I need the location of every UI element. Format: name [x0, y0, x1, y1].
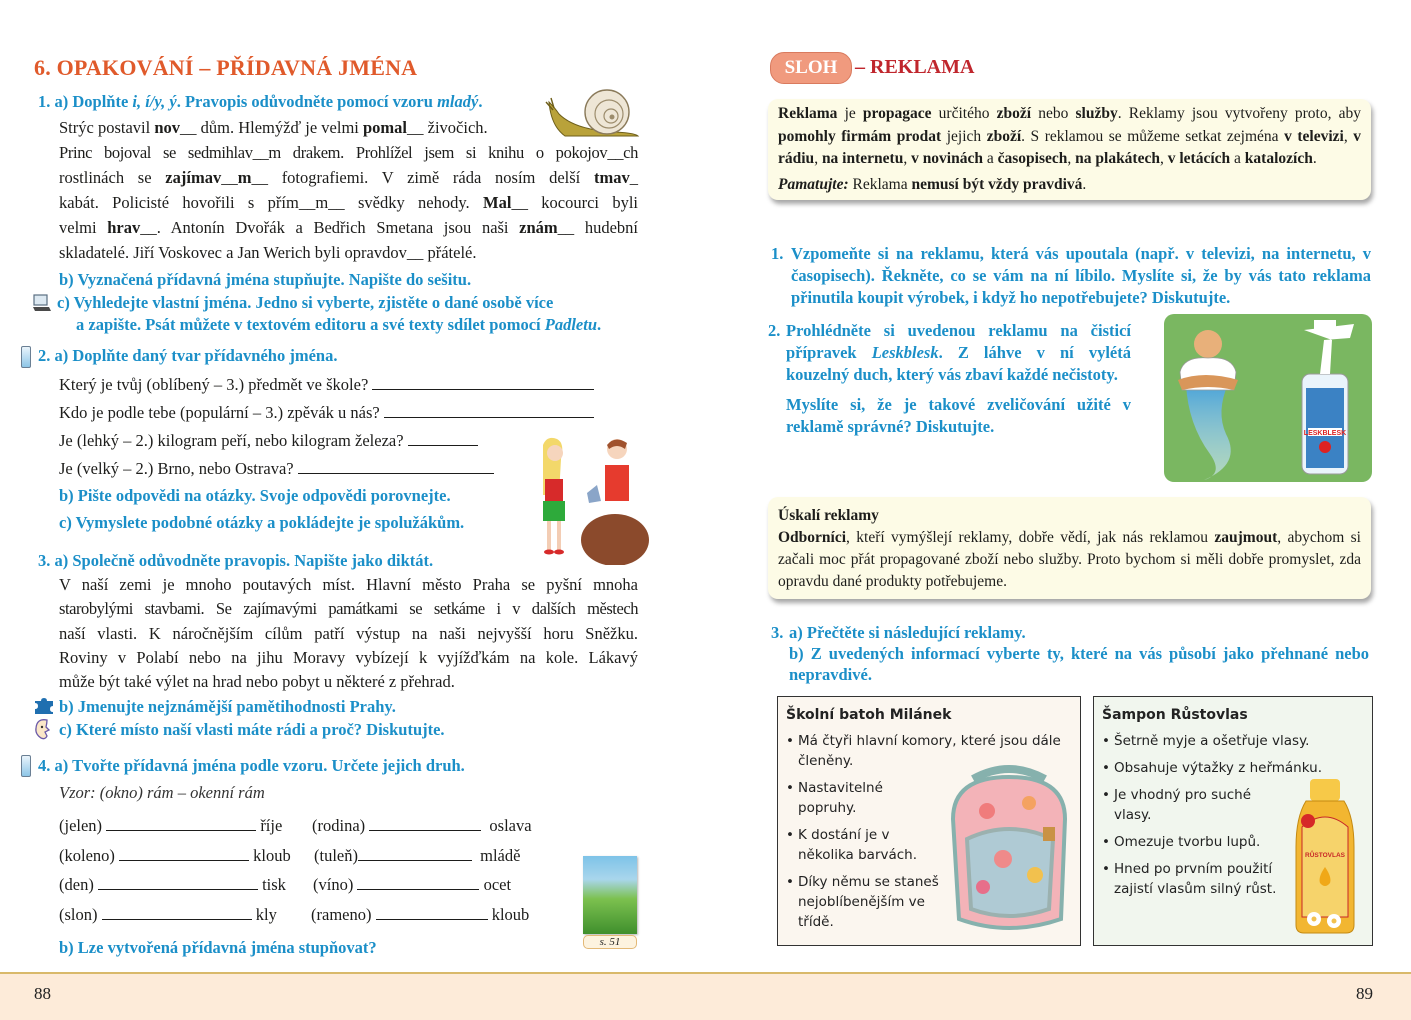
remember-text: Reklama [848, 175, 912, 193]
exercise-2-instruction-b: b) Pište odpovědi na otázky. Svoje odpovědi porovnejte. [59, 486, 451, 505]
pitfalls-box [768, 497, 1371, 599]
exercise-3-instruction-b: b) Jmenujte nejznámější pamětihodnosti Prahy. [59, 697, 396, 716]
text-run: Princ bojoval se sedmihlav__m drakem. Prohlížel jsem si knihu o pokojov__ch [59, 143, 638, 162]
exercise-line [59, 165, 638, 190]
exercise-line [59, 215, 638, 240]
bottle-label: RŮSTOVLAS [1305, 852, 1345, 859]
pitfalls-emphasis: Odborníci [778, 529, 847, 546]
exercise-number: 3. [38, 551, 51, 570]
ad-feature: • Hned po prvním použití zajistí vlasům silný růst. [1102, 859, 1282, 899]
base-word: (koleno) [59, 846, 115, 865]
instruction-text: a) Doplňte daný tvar přídavného jména. [54, 346, 338, 365]
instruction-text: . [478, 92, 483, 111]
chapter-title: 6. OPAKOVÁNÍ – PŘÍDAVNÁ JMÉNA [34, 55, 418, 80]
base-word: (den) [59, 875, 94, 894]
answer-blank[interactable] [384, 402, 594, 418]
bottle-label: LESKBLESK [1303, 430, 1347, 437]
section-title: – REKLAMA [855, 56, 975, 78]
bold-word: Mal [483, 193, 512, 212]
answer-blank[interactable] [358, 845, 472, 861]
exercise-number: 1. [771, 244, 784, 263]
instruction-text: a) Tvořte přídavná jména podle vzoru. Určete jejich druh. [54, 756, 465, 775]
pitfalls-title: Úskalí reklamy [778, 507, 879, 524]
text-run: __ kocourci byli [511, 193, 638, 212]
exercise-1-instruction-c [57, 292, 638, 336]
phone-icon [21, 346, 31, 368]
pitfalls-text [778, 527, 1361, 593]
ad-backpack [777, 696, 1081, 946]
base-word: (slon) [59, 905, 98, 924]
pitfalls-text-part: , abychom si začali moc přát propagované zboží nebo služby. Proto bychom si měli dobře promyslet, zda opravdu dané produkty potřebujeme. [778, 529, 1361, 590]
base-word: (tuleň) [314, 846, 358, 865]
ad-feature: • Má čtyři hlavní komory, které jsou dále členěny. [786, 731, 1066, 771]
text-run: . Reklamy jsou vytvořeny proto, aby [1117, 105, 1361, 122]
page-footer [0, 972, 1411, 1020]
exercise-1-right [771, 243, 1371, 309]
shampoo-bottle-image [1292, 777, 1358, 937]
text-run: Strýc postavil [59, 118, 155, 137]
children-illustration [535, 435, 650, 565]
exercise-line [59, 240, 638, 265]
instruction-letters: i, í/y, ý [132, 92, 177, 111]
dictation-line: starobylými stavbami. Se zajímavými památkami se setkáme i v dalších městech [59, 599, 638, 619]
page-number-right: 89 [1356, 984, 1373, 1003]
text-run: nebo [1031, 105, 1076, 122]
remember-label: Pamatujte: [778, 175, 849, 193]
discussion-face-icon [33, 718, 51, 740]
bold-word: znám [519, 218, 558, 237]
answer-blank[interactable] [408, 430, 478, 446]
base-word: (víno) [313, 875, 354, 894]
pitfalls-emphasis: zaujmout [1214, 529, 1278, 546]
noun: oslava [489, 816, 532, 835]
exercise-4-model: Vzor: (okno) rám – okenní rám [59, 783, 265, 802]
text-run: , [1159, 150, 1168, 167]
exercise-line [59, 115, 638, 140]
instruction-text: a) Doplňte [54, 92, 133, 111]
ad-title: Školní batoh Milánek [786, 707, 952, 723]
bold-word: m [237, 168, 252, 187]
word-formation-row [314, 843, 520, 868]
word-formation-row [313, 872, 511, 897]
text-run: určitého [931, 105, 997, 122]
answer-blank[interactable] [372, 374, 594, 390]
exercise-number: 4. [38, 756, 51, 775]
text-run: kabát. Policisté hovořili s přím__m__ svědky nehody. [59, 193, 484, 212]
text-run: . [1312, 150, 1317, 167]
exercise-number: 1. [38, 92, 51, 111]
answer-blank[interactable] [376, 904, 488, 920]
ad-feature: • Je vhodný pro suché vlasy. [1102, 785, 1272, 825]
text-run: , [1343, 127, 1354, 145]
bold-word: v rádiu [778, 127, 1361, 167]
text-run: , [814, 150, 822, 167]
instruction-text: c) Vyhledejte vlastní jména. Jedno si vyberte, zjistěte o dané osobě více [57, 293, 554, 312]
exercise-number: 3. [771, 623, 784, 642]
answer-blank[interactable] [119, 845, 249, 861]
instruction-text: Vzpomeňte si na reklamu, která vás upoutala (např. v televizi, na internetu, v časopisech). Řekněte, co se vám na ní líbilo. Myslíte si, že by vás tato reklama přinutila koupit výrobek, i když ho nepotřebujete? Diskutujte. [791, 244, 1371, 307]
bold-word: nov [154, 118, 181, 137]
exercise-line [59, 140, 638, 165]
answer-blank[interactable] [298, 458, 494, 474]
instruction-b: b) Z uvedených informací vyberte ty, které na vás působí jako přehnané nebo nepravdivé. [789, 644, 1369, 684]
base-word: (jelen) [59, 816, 103, 835]
noun: tisk [262, 875, 286, 894]
answer-blank[interactable] [98, 874, 258, 890]
noun: ocet [483, 875, 512, 894]
exercise-4-instruction-a [38, 756, 465, 776]
computer-icon [32, 294, 52, 312]
instruction-a: a) Přečtěte si následující reklamy. [789, 623, 1026, 642]
exercise-1-instruction-a [38, 92, 482, 112]
definition-box [768, 99, 1371, 200]
exercise-2-right [768, 320, 1131, 438]
noun: kloub [491, 905, 530, 924]
bold-word: hrav [107, 218, 141, 237]
pitfalls-text-part: , kteří vymýšlejí reklamy, dobře vědí, jak nás reklamou [846, 529, 1215, 546]
question-4 [59, 456, 494, 481]
ad-shampoo [1093, 696, 1373, 946]
base-word: (rodina) [312, 816, 366, 835]
ad-title: Šampon Růstovlas [1102, 707, 1248, 723]
word-formation-row [59, 843, 291, 868]
question-1 [59, 372, 594, 397]
noun: mládě [480, 846, 521, 865]
workbook-cover-thumbnail[interactable] [583, 856, 637, 934]
exercise-number: 2. [38, 346, 51, 365]
workbook-page-ref: s. 51 [583, 935, 637, 949]
text-run: , [903, 150, 912, 167]
dictation-line: může být také výlet na hrad nebo pobyt u některé z přehrad. [59, 672, 455, 692]
question-text: Je (velký – 2.) Brno, nebo Ostrava? [59, 459, 294, 478]
exercise-3-instruction-c: c) Které místo naší vlasti máte rádi a proč? Diskutujte. [59, 720, 445, 739]
exercise-4-instruction-b: b) Lze vytvořená přídavná jména stupňovat? [59, 938, 377, 957]
dictation-text [59, 573, 638, 694]
word-formation-row [311, 902, 529, 927]
section-pill: SLOH [770, 52, 852, 84]
padlet-name: Padletu [544, 315, 598, 334]
dictation-line: naší vlasti. K náročnějším cílům patří výstup na naši nejvyšší horu Sněžku. [59, 623, 638, 643]
bold-word: propagace [862, 105, 932, 122]
bold-word: v letácích [1167, 150, 1231, 167]
ad-feature: • Omezuje tvorbu lupů. [1102, 832, 1364, 852]
exercise-1-instruction-b: b) Vyznačená přídavná jména stupňujte. Napište do sešitu. [59, 270, 472, 289]
bold-word: zajímav [165, 168, 222, 187]
exercise-line [59, 190, 638, 215]
text-run: _ [629, 168, 639, 187]
noun: kly [255, 905, 277, 924]
dictation-line: V naší zemi je mnoho poutavých míst. Hlavní město Praha se pyšní mnoha [59, 575, 638, 594]
ad-feature: • K dostání je v několika barvách. [786, 825, 936, 865]
instruction-text-part: Prohlédněte si uvedenou reklamu na čisticí přípravek [786, 321, 1131, 362]
text-run: velmi [59, 218, 108, 237]
remember-note [778, 174, 1361, 197]
text-run: , [1067, 150, 1076, 167]
question-3 [59, 428, 478, 453]
noun: kloub [253, 846, 291, 865]
answer-blank[interactable] [102, 904, 252, 920]
answer-blank[interactable] [369, 815, 481, 831]
discussion-question: Myslíte si, že je takové zveličování užité v reklamě správné? Diskutujte. [786, 395, 1131, 436]
question-text: Je (lehký – 2.) kilogram peří, nebo kilogram železa? [59, 431, 404, 450]
ad-feature: • Díky němu se staneš nejoblíbenějším ve třídě. [786, 872, 946, 932]
bold-word: na internetu [821, 150, 904, 167]
puzzle-icon [34, 698, 54, 714]
bold-word: v novinách [911, 150, 983, 167]
exercise-2-instruction-c: c) Vymyslete podobné otázky a pokládejte je spolužákům. [59, 513, 465, 532]
word-formation-row [59, 813, 282, 838]
text-run: a [1230, 150, 1245, 167]
bold-word: služby [1075, 105, 1118, 122]
question-2 [59, 400, 594, 425]
text-run: skladatelé. Jiří Voskovec a Jan Werich byli opravdov__ přátelé. [59, 243, 477, 262]
exercise-number: 2. [768, 321, 781, 340]
text-run: __ živočich. [407, 118, 488, 137]
exercise-1-text [59, 115, 638, 265]
bold-word: tmav [594, 168, 630, 187]
exercise-3-instruction-a [38, 551, 433, 571]
instruction-text: a zapište. Psát můžete v textovém editoru a své texty sdílet pomocí [76, 315, 545, 334]
product-name: Leskblesk [871, 343, 939, 362]
remember-text: . [1082, 175, 1087, 193]
bold-word: časopisech [997, 150, 1068, 167]
text-run: __ hudební [557, 218, 638, 237]
question-text: Který je tvůj (oblíbený – 3.) předmět ve škole? [59, 375, 369, 394]
answer-blank[interactable] [106, 815, 256, 831]
base-word: (rameno) [311, 905, 372, 924]
dictation-line: Roviny v Polabí nebo na jihu Moravy vybízejí k vyjížďkám na kole. Lákavý [59, 647, 638, 667]
text-run: a [983, 150, 998, 167]
text-run: __ [221, 168, 238, 187]
word-formation-row [59, 872, 286, 897]
phone-icon [21, 755, 31, 777]
question-text: Kdo je podle tebe (populární – 3.) zpěvák u nás? [59, 403, 380, 422]
bold-word: na plakátech [1075, 150, 1160, 167]
instruction-text-part: . Z láhve v ní vylétá kouzelný duch, který vás zbaví každé nečistoty. [786, 343, 1131, 384]
instruction-text [768, 320, 1131, 386]
answer-blank[interactable] [357, 874, 479, 890]
remember-emphasis: nemusí být vždy pravdivá [911, 175, 1083, 193]
instruction-text: a) Společně odůvodněte pravopis. Napište jako diktát. [54, 551, 434, 570]
page-number-left: 88 [34, 984, 51, 1003]
instruction-model-word: mladý [437, 92, 479, 111]
bold-word: pomohly firmám prodat [778, 127, 942, 145]
genie-illustration [1164, 314, 1372, 482]
ad-feature: • Šetrně myje a ošetřuje vlasy. [1102, 731, 1364, 751]
exercise-3-right [771, 622, 1371, 685]
text-run: __. Antonín Dvořák a Bedřich Smetana jsou naši [140, 218, 520, 237]
word-formation-row [59, 902, 277, 927]
instruction-text: . [597, 315, 602, 334]
bold-word: zboží [986, 127, 1022, 145]
definition-text [778, 103, 1361, 171]
instruction-text: . Pravopis odůvodněte pomocí vzoru [176, 92, 438, 111]
bold-word: katalozích [1244, 150, 1313, 167]
text-run: je [837, 105, 863, 122]
bold-word: pomal [362, 118, 407, 137]
exercise-2-instruction-a [38, 346, 337, 366]
leskblesk-ad-image [1164, 314, 1372, 482]
left-page [0, 0, 705, 972]
ad-feature: • Nastavitelné popruhy. [786, 778, 916, 818]
bold-word: Reklama [778, 105, 838, 122]
text-run: __ dům. Hlemýžď je velmi [180, 118, 363, 137]
text-run: . S reklamou se můžeme setkat zejména [1021, 127, 1285, 145]
word-formation-row [312, 813, 532, 838]
noun: říje [260, 816, 283, 835]
right-page [705, 0, 1411, 972]
bold-word: v televizi [1284, 127, 1344, 145]
text-run: jejich [941, 127, 987, 145]
bold-word: zboží [996, 105, 1032, 122]
text-run: __ fotografiemi. V zimě ráda nosím delší [251, 168, 595, 187]
ad-feature: • Obsahuje výtažky z heřmánku. [1102, 758, 1364, 778]
text-run: rostlinách se [59, 168, 166, 187]
backpack-image [943, 759, 1075, 939]
